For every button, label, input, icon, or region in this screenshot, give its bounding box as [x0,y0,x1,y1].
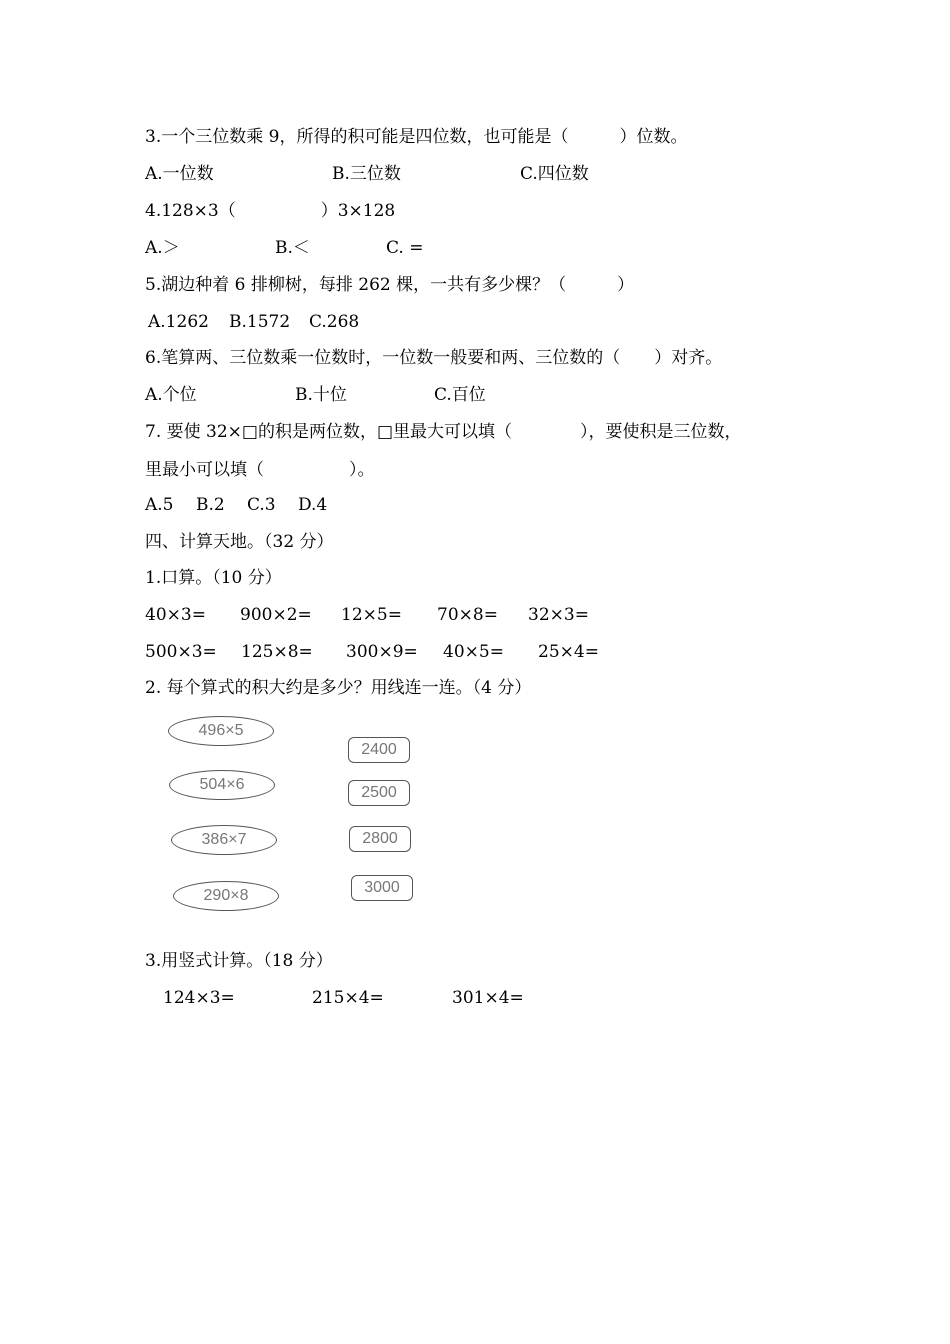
q5-option-a: A.1262 [148,312,209,332]
oral-item: 900×2= [240,605,312,625]
oral-item: 40×3= [145,605,206,625]
q3-option-a: A.一位数 [145,164,214,184]
oral-item: 500×3= [145,642,217,662]
oral-item: 300×9= [346,642,418,662]
vertical-item: 124×3= [163,988,235,1008]
oral-title: 1.口算。（10 分） [145,568,282,588]
match-right-item[interactable]: 2400 [348,737,410,763]
section-title: 四、计算天地。（32 分） [145,532,334,552]
q6-option-b: B.十位 [295,385,347,405]
q3-option-c: C.四位数 [520,164,589,184]
q4-option-b: B.＜ [275,238,310,258]
match-right-item[interactable]: 2800 [349,826,411,852]
vertical-item: 215×4= [312,988,384,1008]
oral-item: 70×8= [437,605,498,625]
q5-option-b: B.1572 [229,312,291,332]
q7-option-d: D.4 [298,495,328,515]
q5-option-c: C.268 [309,312,360,332]
q7-stem-line1: 7. 要使 32×□的积是两位数，□里最大可以填（ ），要使积是三位数， [145,422,742,442]
q7-option-b: B.2 [196,495,225,515]
q7-option-a: A.5 [145,495,174,515]
q6-stem: 6.笔算两、三位数乘一位数时，一位数一般要和两、三位数的（ ）对齐。 [145,348,723,368]
match-left-item[interactable]: 496×5 [168,716,274,746]
q7-option-c: C.3 [247,495,276,515]
q6-option-c: C.百位 [434,385,486,405]
oral-item: 32×3= [528,605,589,625]
match-right-item[interactable]: 2500 [348,780,410,806]
q3-stem: 3.一个三位数乘 9，所得的积可能是四位数，也可能是（ ）位数。 [145,127,688,147]
oral-item: 25×4= [538,642,599,662]
q4-option-c: C. = [386,238,424,258]
match-left-item[interactable]: 386×7 [171,825,277,855]
match-left-item[interactable]: 290×8 [173,881,279,911]
q4-option-a: A.＞ [145,238,180,258]
q4-stem: 4.128×3（ ）3×128 [145,201,396,221]
oral-item: 125×8= [241,642,313,662]
match-left-item[interactable]: 504×6 [169,770,275,800]
match-title: 2. 每个算式的积大约是多少？用线连一连。（4 分） [145,678,532,698]
vertical-item: 301×4= [452,988,524,1008]
match-right-item[interactable]: 3000 [351,875,413,901]
q5-stem: 5.湖边种着 6 排柳树，每排 262 棵，一共有多少棵？（ ） [145,275,635,295]
vertical-title: 3.用竖式计算。（18 分） [145,951,333,971]
oral-item: 12×5= [341,605,402,625]
q7-stem-line2: 里最小可以填（ ）。 [145,460,375,480]
q3-option-b: B.三位数 [332,164,401,184]
oral-item: 40×5= [443,642,504,662]
q6-option-a: A.个位 [145,385,197,405]
